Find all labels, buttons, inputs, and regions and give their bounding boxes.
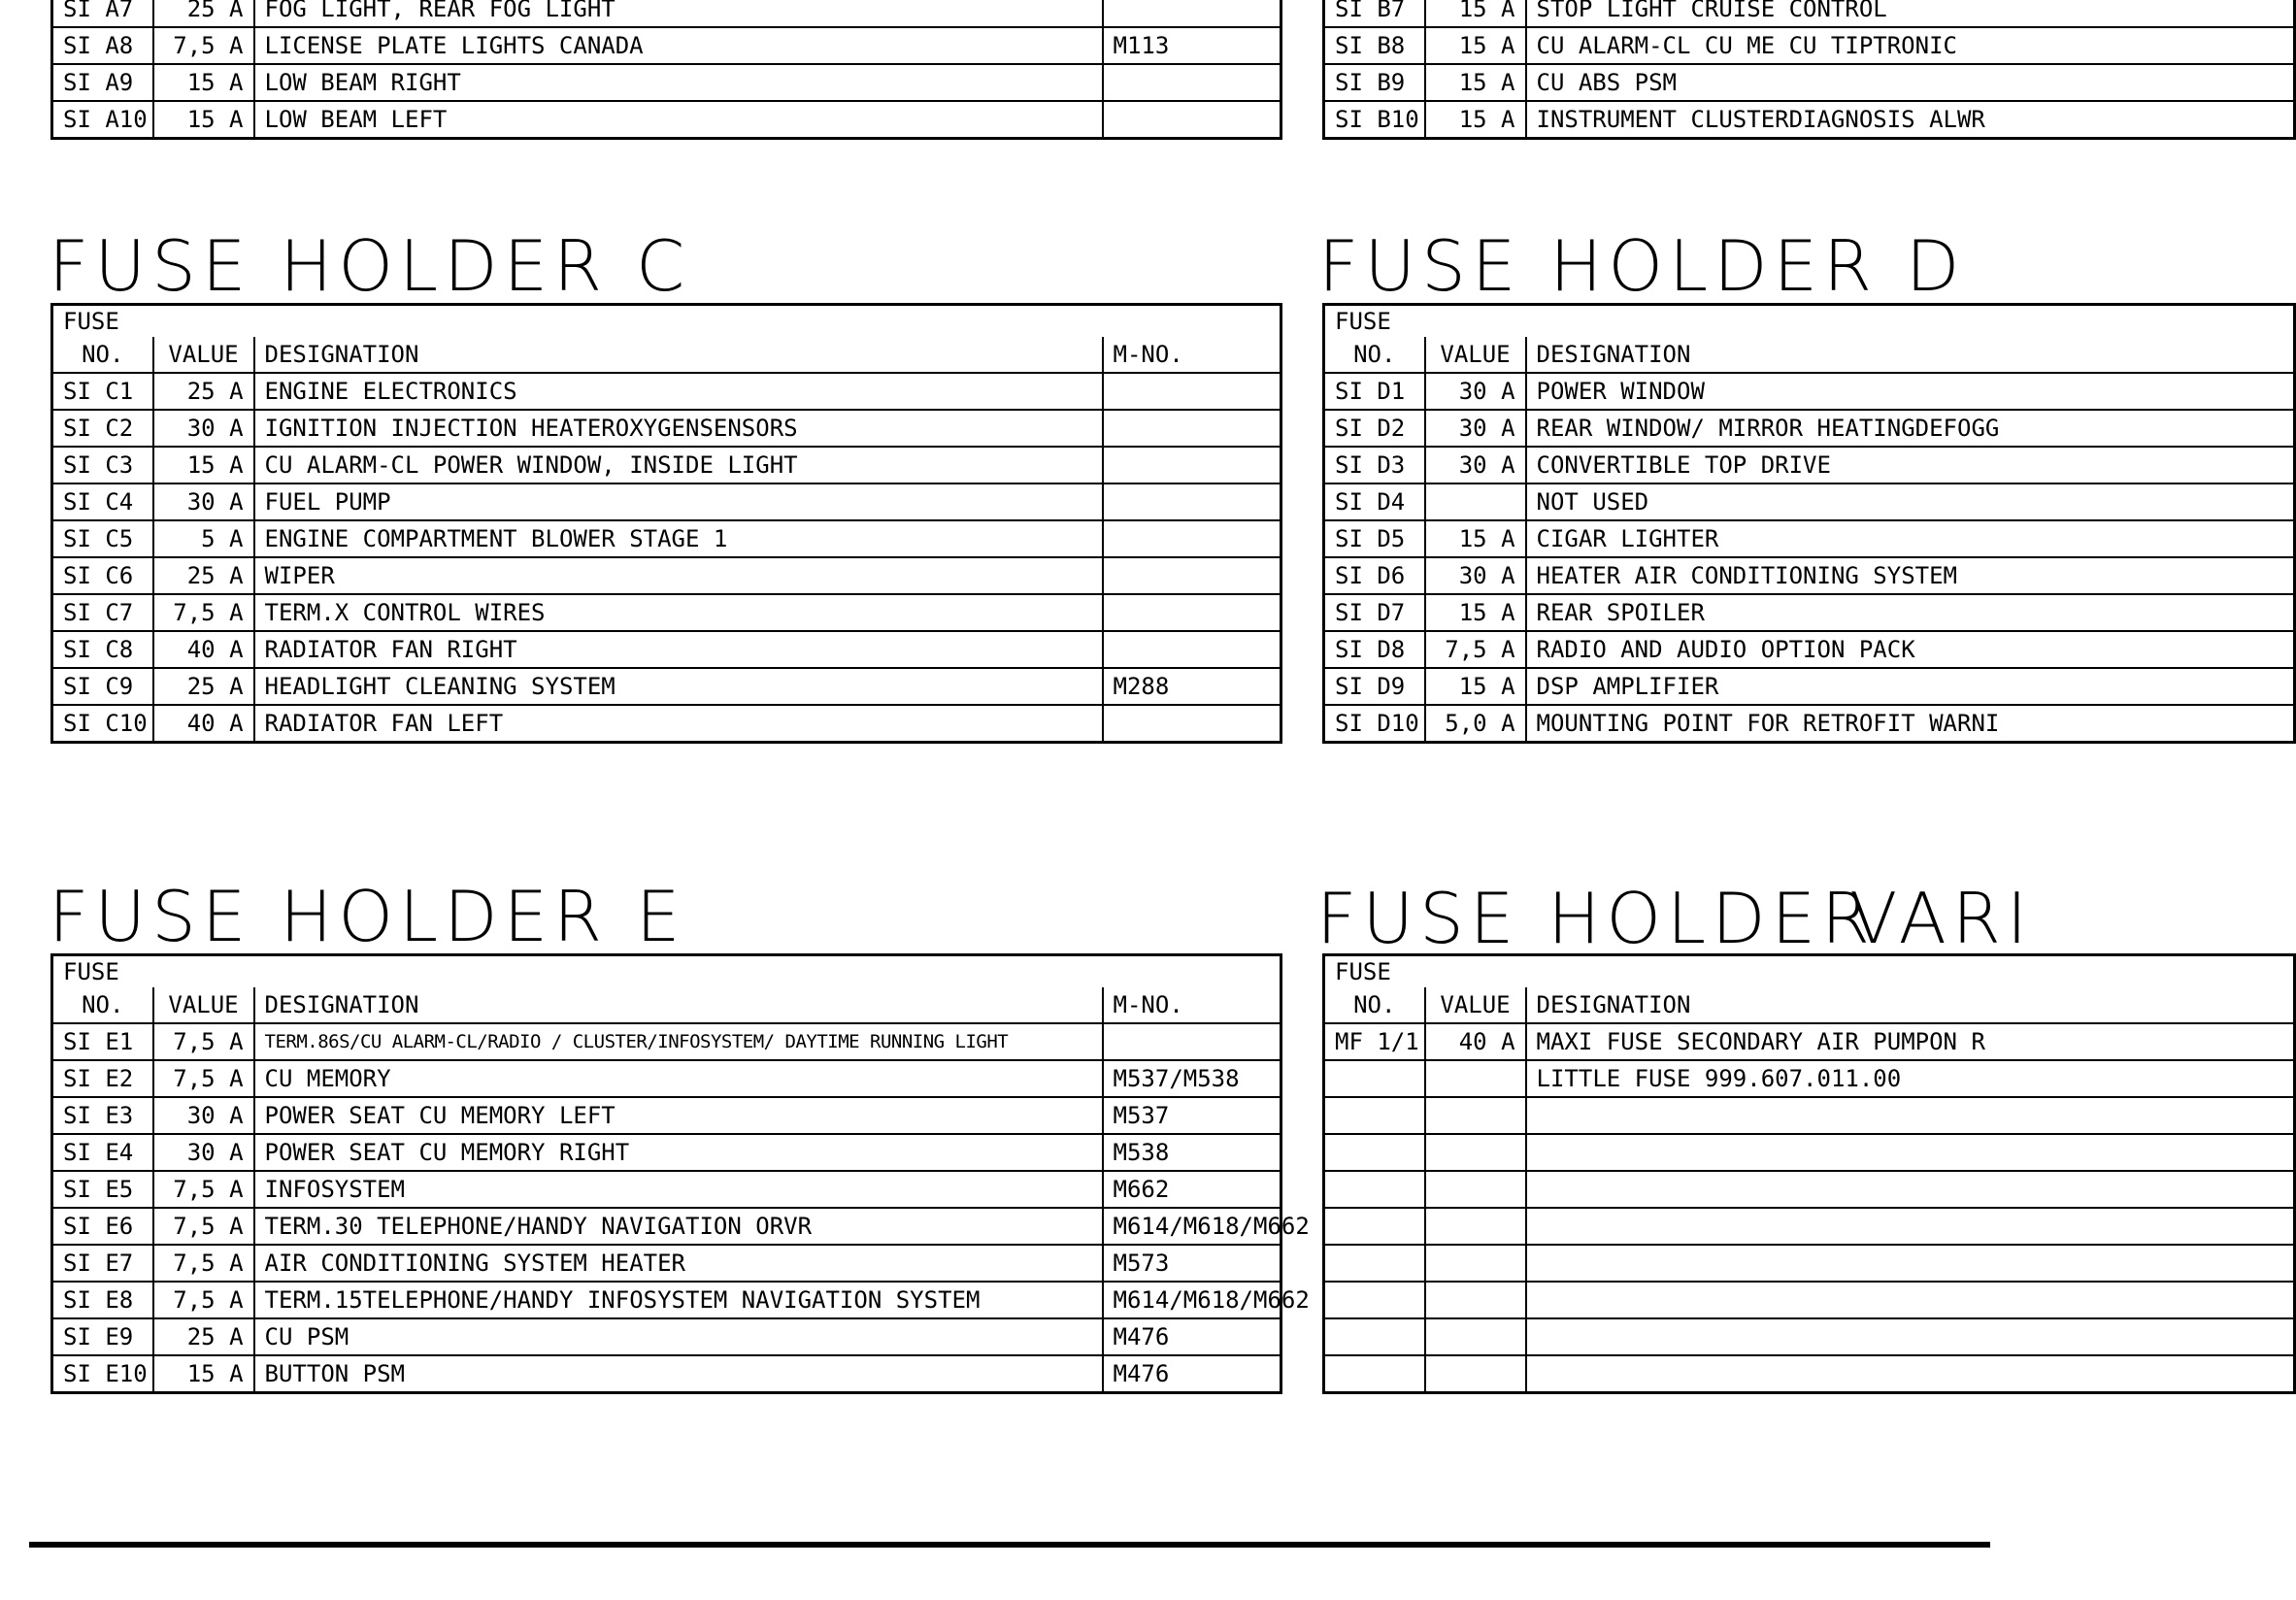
table-row [1324,64,2295,101]
fuse-number: SI C9 [52,668,153,705]
table-row [1324,1245,2295,1282]
header-m-no: M-NO. [1103,337,1281,373]
fuse-designation: HEATER AIR CONDITIONING SYSTEM [1526,557,2295,594]
table-row [52,1355,1281,1393]
fuse-designation: IGNITION INJECTION HEATEROXYGENSENSORS [254,410,1103,447]
fuse-number: SI B9 [1324,64,1425,101]
holder-title-d: FUSE HOLDER D [1318,225,1966,307]
fuse-value: 15 A [1425,520,1526,557]
fuse-designation: MOUNTING POINT FOR RETROFIT WARNI [1526,705,2295,743]
fuse-designation: POWER SEAT CU MEMORY LEFT [254,1097,1103,1134]
fuse-designation: REAR WINDOW/ MIRROR HEATINGDEFOGG [1526,410,2295,447]
fuse-designation: INFOSYSTEM [254,1171,1103,1208]
fuse-table-e [50,953,1310,1394]
table-row [52,1097,1281,1134]
fuse-designation [1526,1245,2295,1282]
table-row [52,64,1281,101]
table-row [52,1060,1281,1097]
fuse-number: SI D10 [1324,705,1425,743]
fuse-designation: LOW BEAM RIGHT [254,64,1103,101]
fuse-designation [1526,1097,2295,1134]
fuse-designation: ENGINE COMPARTMENT BLOWER STAGE 1 [254,520,1103,557]
fuse-designation: TERM.15TELEPHONE/HANDY INFOSYSTEM NAVIGATION SYSTEM [254,1282,1103,1318]
fuse-number: SI E6 [52,1208,153,1245]
fuse-number [1324,1171,1425,1208]
fuse-designation: POWER SEAT CU MEMORY RIGHT [254,1134,1103,1171]
fuse-value: 7,5 A [153,1245,254,1282]
fuse-value: 30 A [153,1134,254,1171]
fuse-value: 15 A [1425,594,1526,631]
table-row [52,27,1281,64]
header-designation: DESIGNATION [1526,987,2295,1023]
header-value: VALUE [1425,987,1526,1023]
fuse-number: SI E2 [52,1060,153,1097]
fuse-value [1425,1282,1526,1318]
fuse-value: 15 A [153,447,254,483]
fuse-designation: CU ALARM-CL POWER WINDOW, INSIDE LIGHT [254,447,1103,483]
header-fuse: FUSE [1324,955,1526,988]
header-no: NO. [1324,337,1425,373]
fuse-designation [1526,1355,2295,1393]
fuse-table-d [1322,303,2296,744]
fuse-number: SI C5 [52,520,153,557]
table-header-row [1324,955,2295,988]
header-designation: DESIGNATION [254,987,1103,1023]
table-header-row [52,987,1281,1023]
fuse-designation: TERM.X CONTROL WIRES [254,594,1103,631]
table-row [1324,1171,2295,1208]
table-row [1324,1097,2295,1134]
fuse-number [1324,1318,1425,1355]
fuse-value: 15 A [1425,27,1526,64]
fuse-value: 15 A [1425,0,1526,27]
fuse-m-number [1103,0,1281,27]
fuse-value: 7,5 A [153,594,254,631]
table-row [1324,483,2295,520]
fuse-table-c [50,303,1282,744]
fuse-table-body [1324,305,2295,743]
header-value: VALUE [153,337,254,373]
fuse-value: 15 A [1425,64,1526,101]
table-row [52,1134,1281,1171]
fuse-designation: TERM.86S/CU ALARM-CL/RADIO / CLUSTER/INFOSYSTEM/ DAYTIME RUNNING LIGHT [254,1023,1103,1060]
fuse-value: 40 A [153,631,254,668]
fuse-m-number: M288 [1103,668,1281,705]
fuse-designation [1526,1134,2295,1171]
fuse-number: SI D1 [1324,373,1425,410]
fuse-number: SI E8 [52,1282,153,1318]
fuse-designation: CU ALARM-CL CU ME CU TIPTRONIC [1526,27,2295,64]
fuse-m-number: M662 [1103,1171,1281,1208]
fuse-number: SI C4 [52,483,153,520]
fuse-m-number: M476 [1103,1355,1281,1393]
table-row [52,594,1281,631]
table-row [1324,705,2295,743]
table-row [52,1023,1281,1060]
fuse-designation: STOP LIGHT CRUISE CONTROL [1526,0,2295,27]
fuse-value [1425,1245,1526,1282]
fuse-designation: INSTRUMENT CLUSTERDIAGNOSIS ALWR [1526,101,2295,139]
fuse-number: SI C6 [52,557,153,594]
fuse-m-number: M537 [1103,1097,1281,1134]
table-row [1324,447,2295,483]
fuse-designation: BUTTON PSM [254,1355,1103,1393]
fuse-number: SI E1 [52,1023,153,1060]
table-row [1324,520,2295,557]
table-row [52,668,1281,705]
table-row [52,520,1281,557]
holder-title-e: FUSE HOLDER E [49,876,686,957]
fuse-designation: RADIATOR FAN RIGHT [254,631,1103,668]
fuse-m-number [1103,373,1281,410]
fuse-value [1425,483,1526,520]
table-row [52,705,1281,743]
fuse-value [1425,1097,1526,1134]
table-row [1324,594,2295,631]
fuse-designation: HEADLIGHT CLEANING SYSTEM [254,668,1103,705]
table-row [1324,27,2295,64]
fuse-value: 7,5 A [153,1023,254,1060]
fuse-m-number [1103,447,1281,483]
header-spacer [254,955,1281,988]
fuse-m-number [1103,520,1281,557]
table-row [52,101,1281,139]
fuse-designation: RADIATOR FAN LEFT [254,705,1103,743]
fuse-designation: NOT USED [1526,483,2295,520]
header-fuse: FUSE [52,305,254,338]
fuse-number [1324,1355,1425,1393]
fuse-designation: LOW BEAM LEFT [254,101,1103,139]
table-row [52,1282,1281,1318]
fuse-designation: CU ABS PSM [1526,64,2295,101]
fuse-value: 40 A [1425,1023,1526,1060]
fuse-number [1324,1097,1425,1134]
fuse-value: 5,0 A [1425,705,1526,743]
fuse-m-number [1103,101,1281,139]
fuse-number: SI D3 [1324,447,1425,483]
table-row [1324,557,2295,594]
table-row [52,631,1281,668]
fuse-designation: POWER WINDOW [1526,373,2295,410]
table-row [1324,668,2295,705]
fuse-number: SI D2 [1324,410,1425,447]
fuse-value: 25 A [153,1318,254,1355]
fuse-number: SI A8 [52,27,153,64]
header-value: VALUE [153,987,254,1023]
fuse-value: 30 A [153,410,254,447]
fuse-designation: FOG LIGHT, REAR FOG LIGHT [254,0,1103,27]
fuse-value: 7,5 A [153,1171,254,1208]
fuse-table-body [52,0,1281,139]
fuse-designation: REAR SPOILER [1526,594,2295,631]
fuse-m-number [1103,557,1281,594]
fuse-number: SI B10 [1324,101,1425,139]
fuse-designation: CIGAR LIGHTER [1526,520,2295,557]
fuse-value: 7,5 A [153,1282,254,1318]
fuse-number: SI B7 [1324,0,1425,27]
table-row [1324,1208,2295,1245]
header-m-no: M-NO. [1103,987,1281,1023]
table-row [1324,1023,2295,1060]
header-no: NO. [1324,987,1425,1023]
table-row [1324,101,2295,139]
fuse-number: SI D5 [1324,520,1425,557]
fuse-number: MF 1/1 [1324,1023,1425,1060]
fuse-number: SI D7 [1324,594,1425,631]
table-row [52,410,1281,447]
table-row [1324,1318,2295,1355]
fuse-value: 30 A [153,1097,254,1134]
fuse-number [1324,1245,1425,1282]
fuse-value: 30 A [1425,373,1526,410]
fuse-designation: LITTLE FUSE 999.607.011.00 [1526,1060,2295,1097]
fuse-designation: ENGINE ELECTRONICS [254,373,1103,410]
fuse-number: SI C2 [52,410,153,447]
table-row [52,447,1281,483]
fuse-designation: FUEL PUMP [254,483,1103,520]
fuse-value [1425,1208,1526,1245]
fuse-number: SI C3 [52,447,153,483]
fuse-value: 30 A [1425,447,1526,483]
fuse-m-number [1103,410,1281,447]
header-spacer [254,305,1281,338]
fuse-value: 15 A [153,64,254,101]
fuse-value: 7,5 A [1425,631,1526,668]
header-fuse: FUSE [1324,305,1526,338]
fuse-number: SI C8 [52,631,153,668]
fuse-value: 30 A [1425,557,1526,594]
fuse-m-number [1103,1023,1281,1060]
fuse-value [1425,1134,1526,1171]
fuse-designation: WIPER [254,557,1103,594]
table-header-row [52,337,1281,373]
header-no: NO. [52,987,153,1023]
fuse-value: 25 A [153,668,254,705]
fuse-value [1425,1318,1526,1355]
bottom-divider [29,1542,1990,1548]
fuse-m-number: M537/M538 [1103,1060,1281,1097]
fuse-designation [1526,1318,2295,1355]
fuse-number: SI C1 [52,373,153,410]
fuse-designation: LICENSE PLATE LIGHTS CANADA [254,27,1103,64]
fuse-value: 25 A [153,373,254,410]
fuse-m-number: M614/M618/M662 [1103,1282,1281,1318]
table-row [1324,1060,2295,1097]
fuse-m-number [1103,631,1281,668]
fuse-table-body [1324,0,2295,139]
table-row [1324,631,2295,668]
fuse-designation: CU PSM [254,1318,1103,1355]
fuse-value: 30 A [1425,410,1526,447]
fuse-value: 15 A [153,101,254,139]
fuse-m-number [1103,705,1281,743]
fuse-value: 15 A [153,1355,254,1393]
table-header-row [1324,337,2295,373]
fuse-value: 15 A [1425,101,1526,139]
fuse-number: SI E9 [52,1318,153,1355]
fuse-value: 15 A [1425,668,1526,705]
fuse-number: SI A10 [52,101,153,139]
fuse-number: SI D8 [1324,631,1425,668]
header-spacer [1526,305,2295,338]
fuse-m-number: M573 [1103,1245,1281,1282]
fuse-value: 25 A [153,0,254,27]
fuse-m-number: M614/M618/M662 [1103,1208,1281,1245]
fuse-value [1425,1060,1526,1097]
fuse-number: SI D4 [1324,483,1425,520]
table-row [52,557,1281,594]
fuse-number: SI B8 [1324,27,1425,64]
table-row [1324,1282,2295,1318]
fuse-value: 7,5 A [153,27,254,64]
table-header-row [1324,305,2295,338]
table-row [52,373,1281,410]
table-row [52,1171,1281,1208]
header-value: VALUE [1425,337,1526,373]
fuse-m-number: M538 [1103,1134,1281,1171]
fuse-designation [1526,1208,2295,1245]
header-no: NO. [52,337,153,373]
holder-title-var: FUSE HOLDER [1316,878,1877,959]
fuse-number [1324,1282,1425,1318]
fuse-number: SI A7 [52,0,153,27]
fuse-designation: RADIO AND AUDIO OPTION PACK [1526,631,2295,668]
table-row [52,0,1281,27]
fuse-designation: MAXI FUSE SECONDARY AIR PUMPON R [1526,1023,2295,1060]
fuse-number: SI D9 [1324,668,1425,705]
fuse-table-body [52,955,1310,1393]
fuse-designation: CU MEMORY [254,1060,1103,1097]
fuse-value [1425,1355,1526,1393]
table-row [1324,373,2295,410]
fuse-m-number: M476 [1103,1318,1281,1355]
header-designation: DESIGNATION [254,337,1103,373]
fuse-value: 7,5 A [153,1060,254,1097]
table-row [1324,410,2295,447]
fuse-number: SI C7 [52,594,153,631]
fuse-m-number [1103,483,1281,520]
fuse-table-body [1324,955,2295,1393]
fuse-value: 5 A [153,520,254,557]
fuse-number: SI E3 [52,1097,153,1134]
fuse-m-number [1103,64,1281,101]
table-header-row [52,305,1281,338]
fuse-number [1324,1208,1425,1245]
header-spacer [1526,955,2295,988]
fuse-table-b [1322,0,2296,140]
fuse-value: 40 A [153,705,254,743]
table-row [1324,1355,2295,1393]
fuse-value: 7,5 A [153,1208,254,1245]
holder-title-c: FUSE HOLDER C [49,225,691,307]
fuse-designation: TERM.30 TELEPHONE/HANDY NAVIGATION ORVR [254,1208,1103,1245]
fuse-number: SI E7 [52,1245,153,1282]
fuse-number: SI D6 [1324,557,1425,594]
table-row [52,483,1281,520]
fuse-number: SI E10 [52,1355,153,1393]
fuse-designation: DSP AMPLIFIER [1526,668,2295,705]
fuse-m-number: M113 [1103,27,1281,64]
holder-title-var-extra: VARI [1849,878,2034,959]
fuse-number [1324,1134,1425,1171]
header-designation: DESIGNATION [1526,337,2295,373]
fuse-designation [1526,1171,2295,1208]
fuse-designation: AIR CONDITIONING SYSTEM HEATER [254,1245,1103,1282]
fuse-value: 30 A [153,483,254,520]
header-fuse: FUSE [52,955,254,988]
fuse-designation: CONVERTIBLE TOP DRIVE [1526,447,2295,483]
table-row [52,1245,1281,1282]
table-row [1324,1134,2295,1171]
fuse-value [1425,1171,1526,1208]
table-header-row [1324,987,2295,1023]
fuse-table-var [1322,953,2296,1394]
fuse-number: SI A9 [52,64,153,101]
table-row [52,1318,1281,1355]
fuse-number: SI E5 [52,1171,153,1208]
fuse-number [1324,1060,1425,1097]
fuse-number: SI E4 [52,1134,153,1171]
table-row [1324,0,2295,27]
table-row [52,1208,1281,1245]
fuse-designation [1526,1282,2295,1318]
fuse-m-number [1103,594,1281,631]
fuse-table-body [52,305,1281,743]
fuse-table-a [50,0,1282,140]
fuse-number: SI C10 [52,705,153,743]
fuse-value: 25 A [153,557,254,594]
table-header-row [52,955,1281,988]
